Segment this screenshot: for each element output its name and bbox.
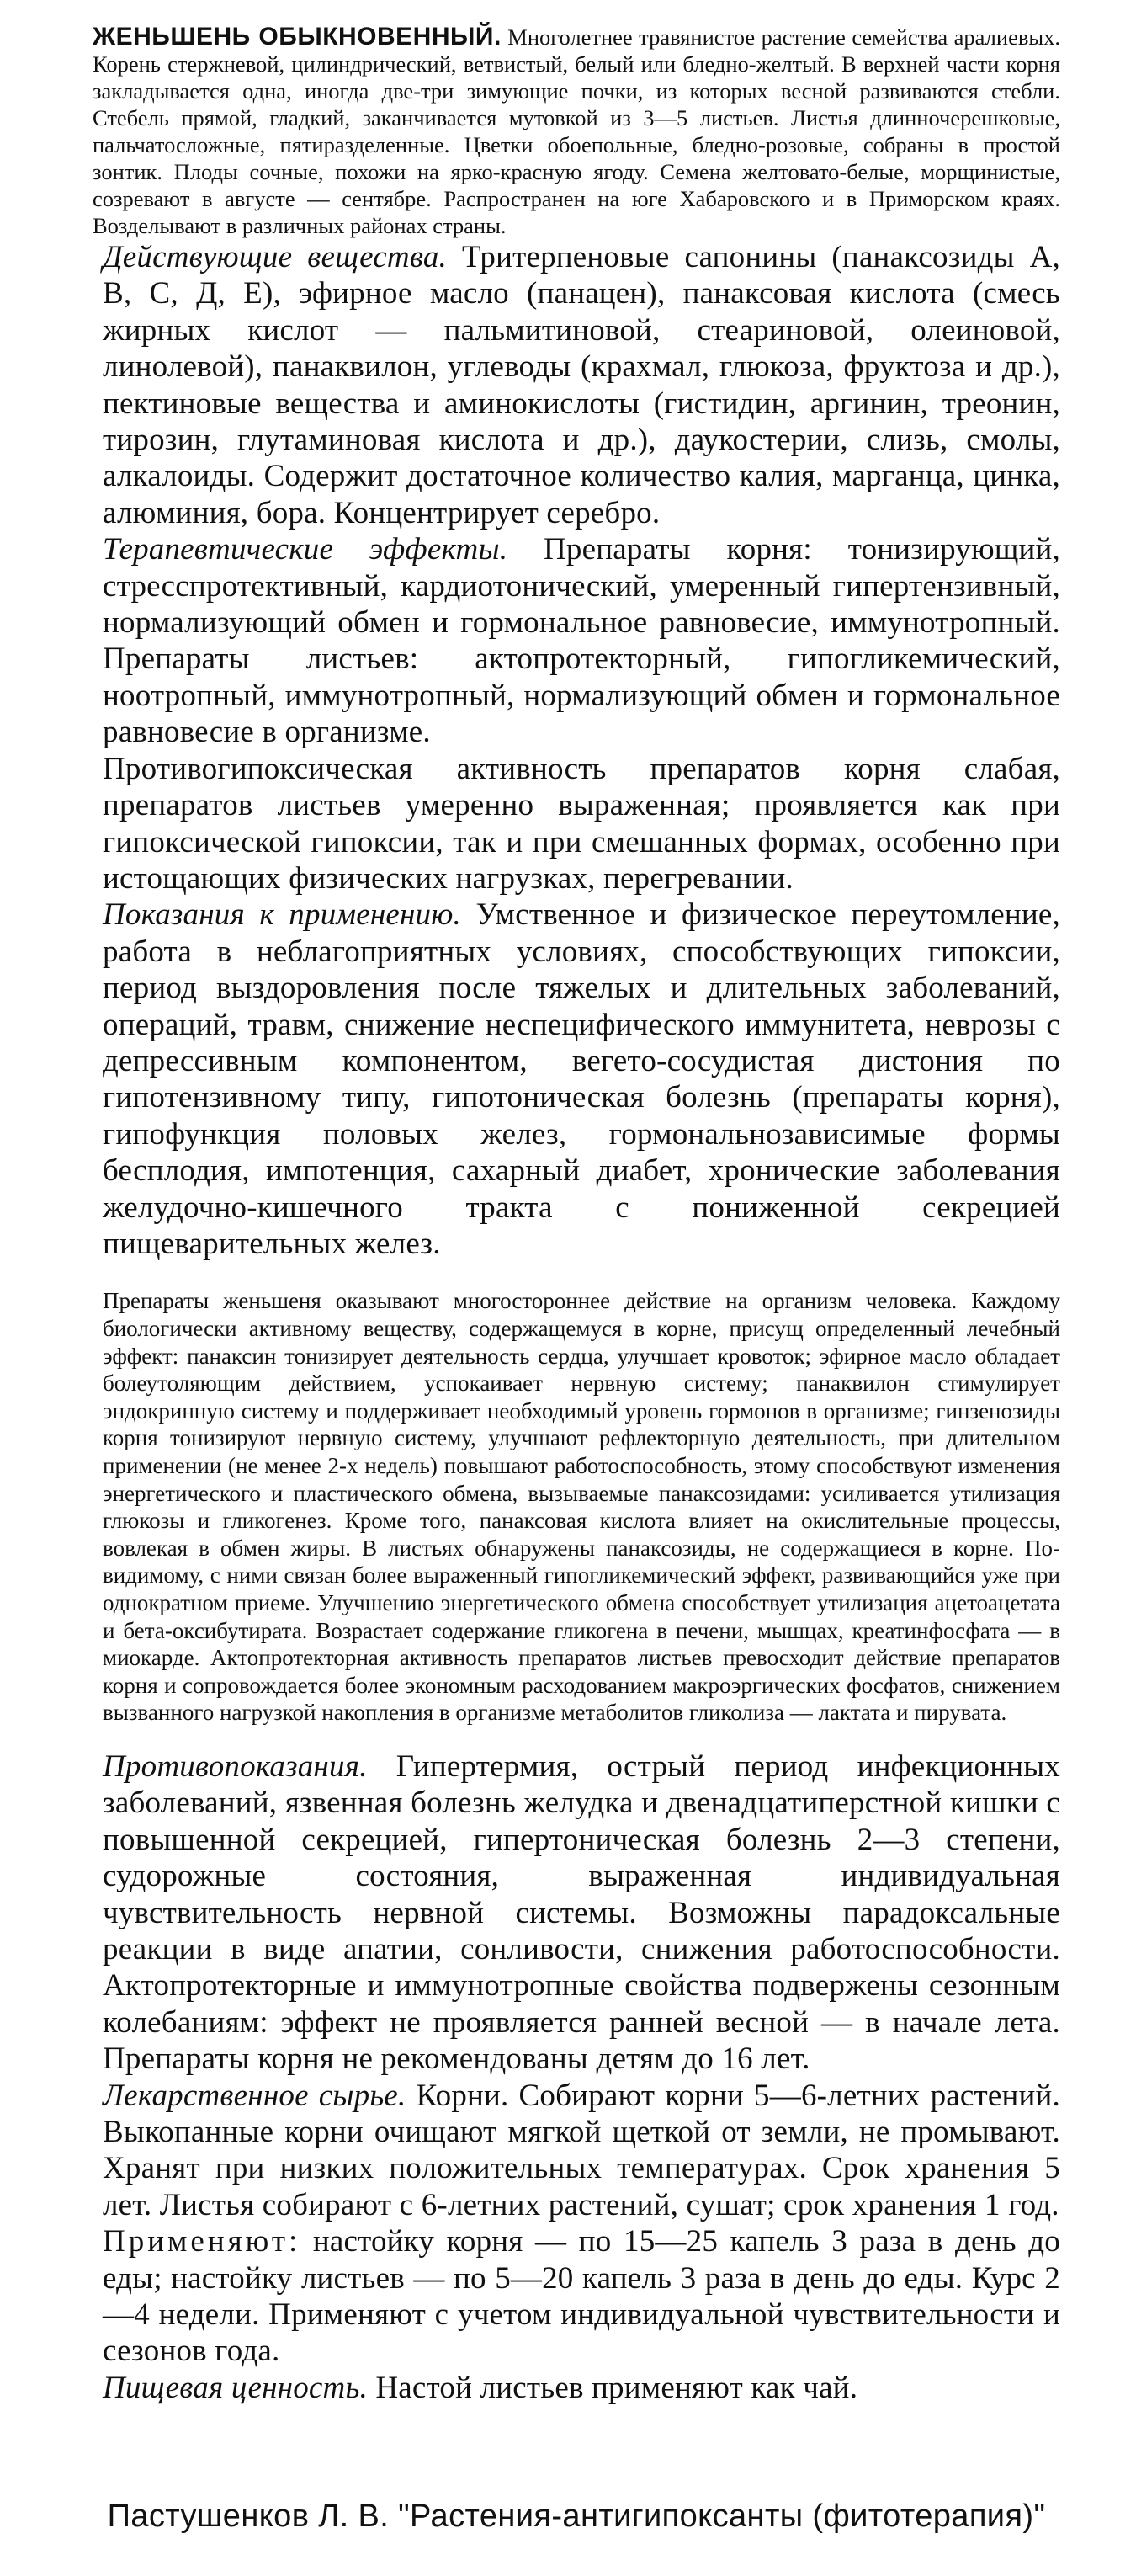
contraindications-label: Противопоказания.	[103, 1748, 368, 1784]
active-substances-paragraph	[93, 239, 1060, 531]
therapeutic-effects-text: Препараты корня: тонизирующий, стресспротективный, кардиотонический, умеренный гипертензивный, нормализующий обмен и гормональное равновесие, иммунотропный. Препараты листьев: актопротекторный, гипогликемический, ноотропный, иммунотропный, нормализующий обмен и гормональное равновесие в организме.	[103, 532, 1060, 750]
indications-paragraph	[93, 897, 1060, 1262]
contraindications-paragraph	[93, 1748, 1060, 2078]
usage-text: настойку корня — по 15—25 капель 3 раза в день до еды; настойку листьев — по 5—20 капель 3 раза в день до еды. Курс 2—4 недели. Применяют с учетом индивидуальной чувствительности и сезонов года.	[103, 2224, 1061, 2369]
intro-paragraph	[93, 24, 1060, 239]
spacer	[93, 1727, 1060, 1748]
antihypoxic-text: Противогипоксическая активность препаратов корня слабая, препаратов листьев умеренно выраженная; проявляется как при гипоксической гипоксии, так и при смешанных формах, особенно при истощающих физических нагрузках, перегревании.	[103, 751, 1060, 896]
usage-paragraph	[93, 2223, 1060, 2370]
plant-name: ЖЕНЬШЕНЬ ОБЫКНОВЕННЫЙ.	[93, 23, 502, 51]
food-value-text: Настой листьев применяют как чай.	[375, 2370, 858, 2405]
usage-label: Применяют:	[103, 2224, 301, 2259]
raw-material-paragraph	[93, 2078, 1060, 2224]
note-paragraph	[93, 1287, 1060, 1727]
therapeutic-effects-label: Терапевтические эффекты.	[103, 532, 508, 567]
active-substances-label: Действующие вещества.	[103, 240, 447, 274]
spacer	[93, 1262, 1060, 1287]
food-value-label: Пищевая ценность.	[103, 2370, 368, 2405]
indications-text: Умственное и физическое переутомление, работа в неблагоприятных условиях, способствующих гипоксии, период выздоровления после тяжелых и длительных заболеваний, операций, травм, снижение неспецифического иммунитета, неврозы с депрессивным компонентом, вегето-сосудистая дистония по гипотензивному типу, гипотоническая болезнь (препараты корня), гипофункция половых желез, гормональнозависимые формы бесплодия, импотенция, сахарный диабет, хронические заболевания желудочно-кишечного тракта с пониженной секрецией пищеварительных желез.	[103, 897, 1060, 1261]
note-text: Препараты женьшеня оказывают многостороннее действие на организм человека. Каждому биологически активному веществу, содержащемуся в корне, присущ определенный лечебный эффект: панаксин тонизирует деятельность сердца, улучшает кровоток; эфирное масло обладает болеутоляющим действием, успокаивает нервную систему; панаквилон стимулирует эндокринную систему и поддерживает необходимый уровень гормонов в организме; гинзенозиды корня тонизируют нервную систему, улучшают рефлекторную деятельность, при длительном применении (не менее 2-х недель) повышают работоспособность, этому способствуют изменения энергетического и пластического обмена, вызываемые панаксозидами: усиливается утилизация глюкозы и гликогенез. Кроме того, панаксовая кислота влияет на окислительные процессы, вовлекая в обмен жиры. В листьях обнаружены панаксозиды, не содержащиеся в корне. По-видимому, с ними связан более выраженный гипогликемический эффект, развивающийся уже при однократном приеме. Улучшению энергетического обмена способствует утилизация ацетоацетата и бета-оксибутирата. Возрастает содержание гликогена в печени, мышцах, креатинфосфата — в миокарде. Актопротекторная активность препаратов листьев превосходит действие препаратов корня и сопровождается более экономным расходованием макроэргических фосфатов, снижением вызванного нагрузкой накопления в организме метаболитов гликолиза — лактата и пирувата.	[103, 1288, 1060, 1726]
source-citation: Пастушенков Л. В. "Растения-антигипоксанты (фитотерапия)"	[107, 2499, 1046, 2534]
article	[93, 24, 1060, 2406]
therapeutic-effects-paragraph	[93, 531, 1060, 750]
intro-text: Многолетнее травянистое растение семейства аралиевых. Корень стержневой, цилиндрический, ветвистый, белый или бледно-желтый. В верхней части корня закладывается одна, иногда две-три зимующие почки, из которых весной развиваются стебли. Стебель прямой, гладкий, заканчивается мутовкой из 3—5 листьев. Листья длинночерешковые, пальчатосложные, пятиразделенные. Цветки обоепольные, бледно-розовые, собраны в простой зонтик. Плоды сочные, похожи на ярко-красную ягоду. Семена желтовато-белые, морщинистые, созревают в августе — сентябре. Распространен на юге Хабаровского и в Приморском краях. Возделывают в различных районах страны.	[93, 24, 1061, 238]
antihypoxic-paragraph	[93, 751, 1060, 897]
raw-material-label: Лекарственное сырье.	[103, 2078, 406, 2113]
raw-material-text: Корни. Собирают корни 5—6-летних растений. Выкопанные корни очищают мягкой щеткой от земли, не промывают. Хранят при низких положительных температурах. Срок хранения 5 лет. Листья собирают с 6-летних растений, сушат; срок хранения 1 год.	[103, 2078, 1060, 2222]
contraindications-text: Гипертермия, острый период инфекционных заболеваний, язвенная болезнь желудка и двенадцатиперстной кишки с повышенной секрецией, гипертоническая болезнь 2—3 степени, судорожные состояния, выраженная индивидуальная чувствительность нервной системы. Возможны парадоксальные реакции в виде апатии, сонливости, снижения работоспособности. Актопротекторные и иммунотропные свойства подвержены сезонным колебаниям: эффект не проявляется ранней весной — в начале лета. Препараты корня не рекомендованы детям до 16 лет.	[103, 1748, 1061, 2077]
active-substances-text: Тритерпеновые сапонины (панаксозиды А, В, С, Д, Е), эфирное масло (панацен), панаксовая кислота (смесь жирных кислот — пальмитиновой, стеариновой, олеиновой, линолевой), панаквилон, углеводы (крахмал, глюкоза, фруктоза и др.), пектиновые вещества и аминокислоты (гистидин, аргинин, треонин, тирозин, глутаминовая кислота и др.), даукостерии, слизь, смолы, алкалоиды. Содержит достаточное количество калия, марганца, цинка, алюминия, бора. Концентрирует серебро.	[103, 240, 1061, 530]
food-value-paragraph	[93, 2370, 1060, 2406]
indications-label: Показания к применению.	[103, 897, 461, 933]
